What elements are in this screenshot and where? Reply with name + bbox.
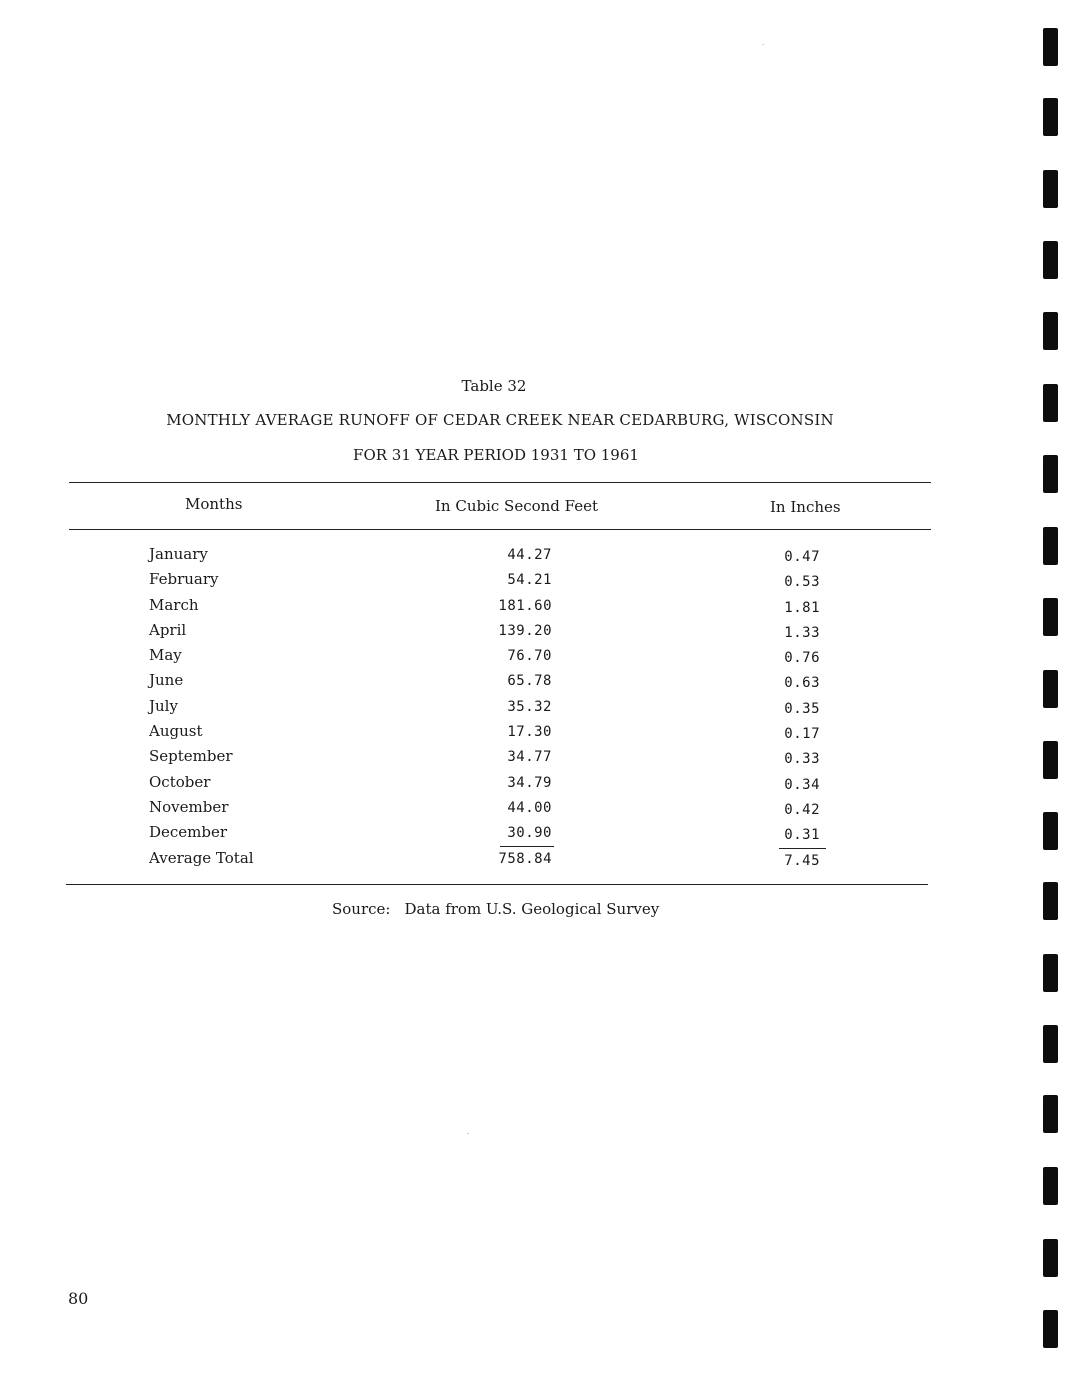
table-body	[0, 545, 1000, 874]
month-cell: August	[149, 722, 203, 741]
binding-hole-mark	[1043, 1310, 1058, 1348]
inches-cell: 0.31	[784, 827, 820, 844]
binding-hole-mark	[1043, 741, 1058, 779]
month-cell: April	[149, 620, 187, 639]
table-row	[0, 798, 1000, 823]
table-title: MONTHLY AVERAGE RUNOFF OF CEDAR CREEK NEAR CEDARBURG, WISCONSIN	[166, 411, 834, 429]
scan-speck	[467, 1133, 469, 1134]
scan-speck	[762, 44, 764, 45]
binding-hole-mark	[1043, 812, 1058, 850]
cfs-cell: 44.00	[507, 799, 552, 816]
inches-cell: 1.81	[784, 599, 820, 616]
binding-hole-mark	[1043, 170, 1058, 208]
table-row	[0, 646, 1000, 671]
table-row	[0, 621, 1000, 646]
table-row	[0, 722, 1000, 747]
inches-cell: 0.17	[784, 726, 820, 743]
cfs-cell: 34.77	[507, 749, 552, 766]
inches-cell: 0.76	[784, 650, 820, 667]
table-row	[0, 570, 1000, 595]
cfs-cell: 35.32	[507, 698, 552, 715]
binding-hole-mark	[1043, 384, 1058, 422]
inches-cell: 0.53	[784, 574, 820, 591]
cfs-cell: 139.20	[498, 622, 552, 639]
binding-hole-mark	[1043, 1167, 1058, 1205]
table-row	[0, 823, 1000, 848]
binding-hole-mark	[1043, 882, 1058, 920]
table-row	[0, 773, 1000, 798]
month-cell: October	[149, 772, 211, 791]
inches-cell: 1.33	[784, 624, 820, 641]
source-text: Data from U.S. Geological Survey	[404, 900, 660, 918]
column-header-cubic-second-feet: In Cubic Second Feet	[435, 497, 599, 515]
inches-cell: 0.47	[784, 549, 820, 565]
page-number: 80	[68, 1289, 89, 1308]
cfs-cell: 44.27	[507, 547, 552, 563]
cfs-cell: 65.78	[507, 673, 552, 690]
binding-hole-mark	[1043, 312, 1058, 350]
cfs-cell: 54.21	[507, 572, 552, 589]
total-row	[0, 849, 1000, 874]
cfs-cell: 30.90	[507, 825, 552, 842]
inches-cell: 0.34	[784, 776, 820, 793]
cfs-cell: 76.70	[507, 648, 552, 665]
month-cell: January	[149, 545, 208, 563]
table-row	[0, 671, 1000, 696]
table-top-rule	[69, 482, 931, 483]
table-bottom-rule	[66, 884, 928, 885]
table-row	[0, 697, 1000, 722]
total-underline-cfs	[500, 846, 554, 847]
month-cell: September	[149, 747, 233, 766]
cfs-cell: 758.84	[498, 850, 552, 867]
binding-hole-mark	[1043, 98, 1058, 136]
binding-hole-mark	[1043, 954, 1058, 992]
month-cell: July	[149, 696, 178, 715]
table-row	[0, 747, 1000, 772]
binding-hole-mark	[1043, 670, 1058, 708]
table-row	[0, 545, 1000, 570]
binding-hole-mark	[1043, 527, 1058, 565]
column-header-inches: In Inches	[770, 498, 841, 516]
table-label: Table 32	[461, 377, 527, 395]
cfs-cell: 34.79	[507, 774, 552, 791]
binding-hole-mark	[1043, 241, 1058, 279]
table-subtitle: FOR 31 YEAR PERIOD 1931 TO 1961	[353, 446, 639, 464]
month-cell: June	[149, 671, 184, 690]
inches-cell: 0.33	[784, 751, 820, 768]
source-label: Source:	[332, 900, 391, 918]
binding-hole-mark	[1043, 455, 1058, 493]
binding-hole-mark	[1043, 598, 1058, 636]
month-cell: Average Total	[149, 848, 254, 867]
source-note	[332, 900, 659, 918]
month-cell: March	[149, 595, 199, 614]
month-cell: November	[149, 797, 229, 816]
cfs-cell: 181.60	[498, 597, 552, 614]
inches-cell: 0.35	[784, 700, 820, 717]
inches-cell: 7.45	[784, 852, 820, 869]
cfs-cell: 17.30	[507, 724, 552, 741]
binding-hole-mark	[1043, 28, 1058, 66]
inches-cell: 0.42	[784, 801, 820, 818]
binding-hole-mark	[1043, 1025, 1058, 1063]
column-header-months: Months	[185, 495, 243, 513]
month-cell: May	[149, 646, 182, 665]
table-header-rule	[69, 529, 931, 530]
month-cell: February	[149, 570, 219, 589]
total-underline-inches	[779, 848, 826, 849]
binding-hole-mark	[1043, 1239, 1058, 1277]
inches-cell: 0.63	[784, 675, 820, 692]
binding-hole-mark	[1043, 1095, 1058, 1133]
month-cell: December	[149, 823, 228, 842]
table-row	[0, 596, 1000, 621]
